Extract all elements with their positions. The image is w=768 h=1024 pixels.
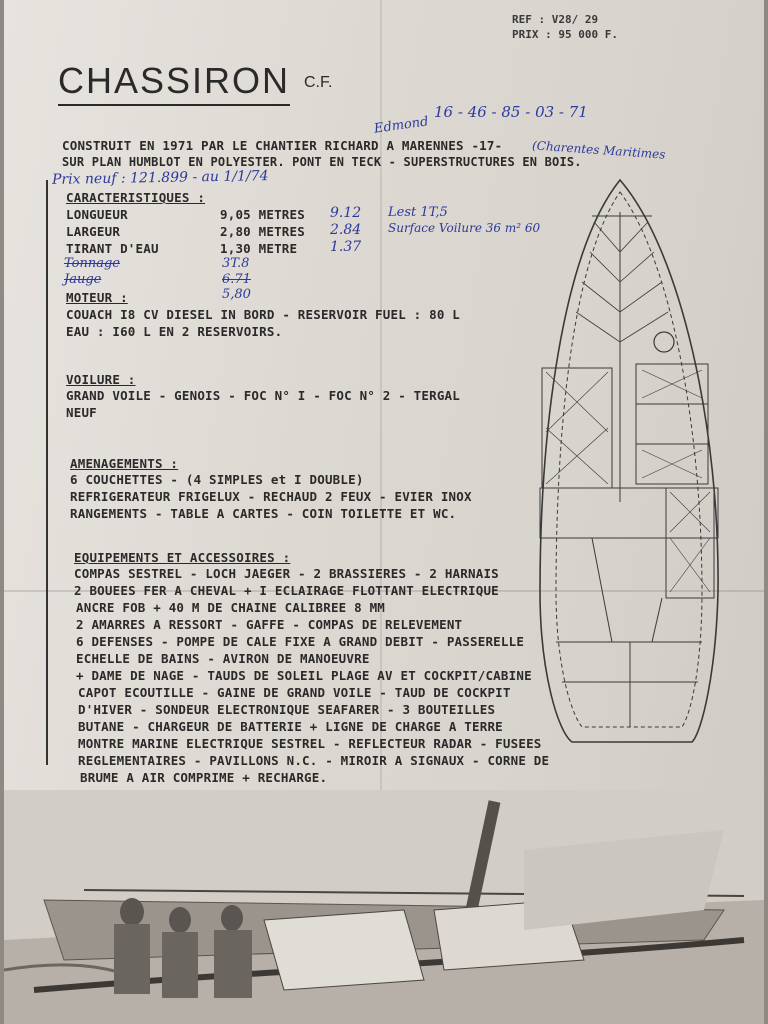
equipement-line: CAPOT ECOUTILLE - GAINE DE GRAND VOILE - TAUD DE COCKPIT xyxy=(78,685,511,700)
equipement-line: COMPAS SESTREL - LOCH JAEGER - 2 BRASSIERES - 2 HARNAIS xyxy=(74,566,499,581)
handwritten-tonnage-label: Tonnage xyxy=(64,256,120,271)
ref-line: REF : V28/ 29 xyxy=(512,13,599,26)
amenagements-line: REFRIGERATEUR FRIGELUX - RECHAUD 2 FEUX - EVIER INOX xyxy=(70,489,472,504)
handwritten-lest: Lest 1T,5 xyxy=(388,205,448,220)
spec-label: LARGEUR xyxy=(66,224,121,239)
section-heading-equipements: EQUIPEMENTS ET ACCESSOIRES : xyxy=(74,550,291,565)
handwritten-phone: 16 - 46 - 85 - 03 - 71 xyxy=(434,103,588,121)
handwritten-prix-neuf: Prix neuf : 121.899 - au 1/1/74 xyxy=(51,168,269,188)
equipement-line: 6 DEFENSES - POMPE DE CALE FIXE A GRAND DEBIT - PASSERELLE xyxy=(76,634,525,649)
amenagements-line: 6 COUCHETTES - (4 SIMPLES et I DOUBLE) xyxy=(70,472,364,487)
spec-label: TIRANT D'EAU xyxy=(66,241,159,256)
equipement-line: REGLEMENTAIRES - PAVILLONS N.C. - MIROIR A SIGNAUX - CORNE DE xyxy=(78,753,550,768)
moteur-line: EAU : I60 L EN 2 RESERVOIRS. xyxy=(66,324,283,339)
spec-value: 1,30 METRE xyxy=(220,241,298,256)
intro-line-2: SUR PLAN HUMBLOT EN POLYESTER. PONT EN TECK - SUPERSTRUCTURES EN BOIS. xyxy=(62,155,582,169)
handwritten-name: Edmond xyxy=(373,114,430,137)
document-sheet xyxy=(4,0,764,1024)
amenagements-line: RANGEMENTS - TABLE A CARTES - COIN TOILETTE ET WC. xyxy=(70,506,457,521)
equipement-line: ECHELLE DE BAINS - AVIRON DE MANOEUVRE xyxy=(76,651,370,666)
voilure-line: GRAND VOILE - GENOIS - FOC N° I - FOC N° 2 - TERGAL xyxy=(66,388,461,403)
moteur-line: COUACH I8 CV DIESEL IN BORD - RESERVOIR FUEL : 80 L xyxy=(66,307,461,322)
boat-name-suffix: C.F. xyxy=(304,74,333,91)
handwritten-largeur: 2.84 xyxy=(330,222,362,238)
equipement-line: ANCRE FOB + 40 M DE CHAINE CALIBREE 8 MM xyxy=(76,600,386,615)
section-heading-moteur: MOTEUR : xyxy=(66,290,128,305)
voilure-line: NEUF xyxy=(66,405,97,420)
spec-value: 2,80 METRES xyxy=(220,224,305,239)
equipement-line: D'HIVER - SONDEUR ELECTRONIQUE SEAFARER - 3 BOUTEILLES xyxy=(78,702,496,717)
margin-rule xyxy=(46,180,48,765)
equipement-line: 2 BOUEES FER A CHEVAL + I ECLAIRAGE FLOTTANT ELECTRIQUE xyxy=(74,583,499,598)
boat-name: CHASSIRON xyxy=(58,60,291,101)
sailboat-photo xyxy=(4,790,764,1024)
equipement-line: MONTRE MARINE ELECTRIQUE SESTREL - REFLECTEUR RADAR - FUSEES xyxy=(78,736,542,751)
reference-block xyxy=(512,12,618,42)
handwritten-jauge-value-2: 5,80 xyxy=(222,287,251,302)
equipement-line: 2 AMARRES A RESSORT - GAFFE - COMPAS DE RELEVEMENT xyxy=(76,617,463,632)
title-underline xyxy=(58,104,290,106)
section-heading-amenagements: AMENAGEMENTS : xyxy=(70,456,179,471)
spec-value: 9,05 METRES xyxy=(220,207,305,222)
equipement-line: BUTANE - CHARGEUR DE BATTERIE + LIGNE DE CHARGE A TERRE xyxy=(78,719,503,734)
handwritten-region: (Charentes Maritimes xyxy=(531,138,666,162)
handwritten-jauge-label: Jauge xyxy=(64,272,102,287)
section-heading-caracteristiques: CARACTERISTIQUES : xyxy=(66,190,206,205)
equipement-line: + DAME DE NAGE - TAUDS DE SOLEIL PLAGE AV ET COCKPIT/CABINE xyxy=(76,668,532,683)
spec-label: LONGUEUR xyxy=(66,207,128,222)
handwritten-longueur: 9.12 xyxy=(330,205,362,221)
hull-plan-drawing xyxy=(532,172,732,752)
price-line: PRIX : 95 000 F. xyxy=(512,28,618,41)
section-heading-voilure: VOILURE : xyxy=(66,372,136,387)
handwritten-surface: Surface Voilure 36 m² 60 xyxy=(388,221,541,235)
handwritten-tonnage-value: 3T.8 xyxy=(222,256,250,271)
handwritten-tirant: 1.37 xyxy=(330,239,362,255)
intro-line-1: CONSTRUIT EN 1971 PAR LE CHANTIER RICHARD A MARENNES -17- xyxy=(62,138,503,153)
handwritten-jauge-value: 6.71 xyxy=(222,272,251,287)
equipement-line: BRUME A AIR COMPRIME + RECHARGE. xyxy=(80,770,328,785)
